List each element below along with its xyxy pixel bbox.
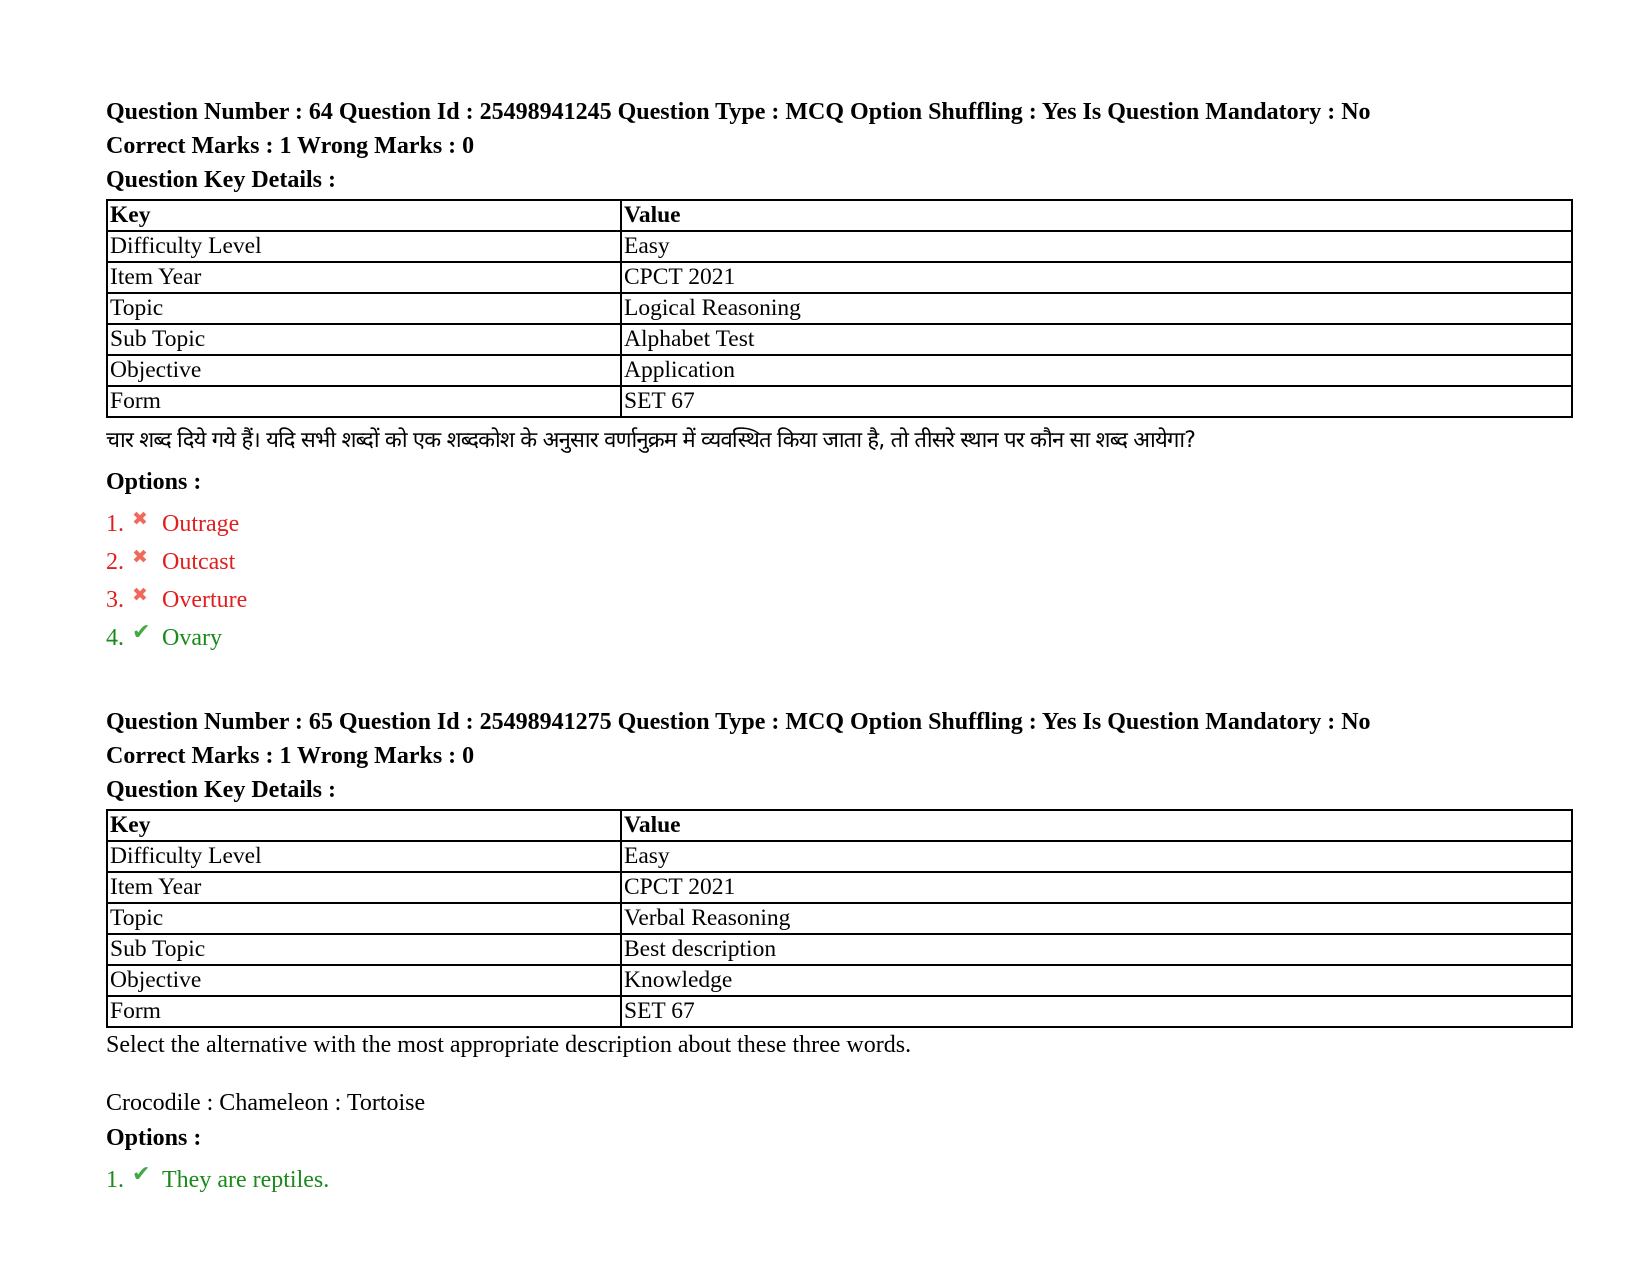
key-cell: Form <box>107 996 621 1027</box>
column-header-value: Value <box>621 200 1572 231</box>
value-cell: Easy <box>621 841 1572 872</box>
key-details-label: Question Key Details : <box>106 777 336 803</box>
key-cell: Sub Topic <box>107 324 621 355</box>
table-row <box>107 934 1572 965</box>
key-cell: Form <box>107 386 621 417</box>
key-cell: Sub Topic <box>107 934 621 965</box>
column-header-key: Key <box>107 200 621 231</box>
value-cell: Logical Reasoning <box>621 293 1572 324</box>
key-cell: Difficulty Level <box>107 231 621 262</box>
value-cell: CPCT 2021 <box>621 872 1572 903</box>
value-cell: Alphabet Test <box>621 324 1572 355</box>
marks-line: Correct Marks : 1 Wrong Marks : 0 <box>106 743 475 769</box>
table-header-row <box>107 810 1572 841</box>
column-header-value: Value <box>621 810 1572 841</box>
option-text: Ovary <box>162 625 222 651</box>
table-row <box>107 231 1572 262</box>
table-row <box>107 965 1572 996</box>
value-cell: Best description <box>621 934 1572 965</box>
cross-icon: ✖ <box>132 546 148 568</box>
table-row <box>107 872 1572 903</box>
key-cell: Objective <box>107 355 621 386</box>
question-text: चार शब्द दिये गये हैं। यदि सभी शब्दों को एक शब्दकोश के अनुसार वर्णानुक्रम में व्यवस्थित किया जाता है, तो तीसरे स्थान पर कौन सा शब्द आयेगा? <box>106 428 1196 453</box>
option-item-correct <box>106 614 1576 652</box>
key-cell: Item Year <box>107 262 621 293</box>
option-text: Outcast <box>162 549 236 575</box>
table-row <box>107 355 1572 386</box>
value-cell: Easy <box>621 231 1572 262</box>
table-header-row <box>107 200 1572 231</box>
options-label: Options : <box>106 1125 202 1151</box>
paragraph-gap <box>106 1062 1576 1086</box>
table-row <box>107 903 1572 934</box>
question-text-words: Crocodile : Chameleon : Tortoise <box>106 1090 426 1116</box>
question-header-line: Question Number : 64 Question Id : 25498941245 Question Type : MCQ Option Shuffling : Yes Is Question Mandatory : No <box>106 99 1371 125</box>
key-cell: Item Year <box>107 872 621 903</box>
option-number: 1. <box>106 511 124 537</box>
question-block-64 <box>106 95 1576 652</box>
column-header-key: Key <box>107 810 621 841</box>
value-cell: SET 67 <box>621 996 1572 1027</box>
option-item <box>106 500 1576 538</box>
marks-line: Correct Marks : 1 Wrong Marks : 0 <box>106 133 475 159</box>
options-label: Options : <box>106 469 202 495</box>
question-header-line: Question Number : 65 Question Id : 25498941275 Question Type : MCQ Option Shuffling : Yes Is Question Mandatory : No <box>106 709 1371 735</box>
key-cell: Topic <box>107 293 621 324</box>
key-cell: Objective <box>107 965 621 996</box>
check-icon: ✔ <box>132 1162 151 1187</box>
table-row <box>107 262 1572 293</box>
table-row <box>107 324 1572 355</box>
option-number: 1. <box>106 1167 124 1193</box>
option-number: 3. <box>106 587 124 613</box>
option-item <box>106 576 1576 614</box>
option-item-correct <box>106 1156 1576 1194</box>
cross-icon: ✖ <box>132 508 148 530</box>
option-text: Overture <box>162 587 248 613</box>
table-row <box>107 996 1572 1027</box>
check-icon: ✔ <box>132 620 151 645</box>
question-text: Select the alternative with the most appropriate description about these three words. <box>106 1032 912 1058</box>
table-row <box>107 841 1572 872</box>
value-cell: Verbal Reasoning <box>621 903 1572 934</box>
question-block-65 <box>106 705 1576 1194</box>
value-cell: Application <box>621 355 1572 386</box>
key-cell: Topic <box>107 903 621 934</box>
key-details-label: Question Key Details : <box>106 167 336 193</box>
option-text: They are reptiles. <box>162 1167 330 1193</box>
key-cell: Difficulty Level <box>107 841 621 872</box>
cross-icon: ✖ <box>132 584 148 606</box>
option-number: 2. <box>106 549 124 575</box>
option-item <box>106 538 1576 576</box>
option-text: Outrage <box>162 511 240 537</box>
question-key-table <box>106 809 1573 1028</box>
table-row <box>107 293 1572 324</box>
option-number: 4. <box>106 625 124 651</box>
value-cell: SET 67 <box>621 386 1572 417</box>
value-cell: Knowledge <box>621 965 1572 996</box>
question-key-table <box>106 199 1573 418</box>
table-row <box>107 386 1572 417</box>
value-cell: CPCT 2021 <box>621 262 1572 293</box>
